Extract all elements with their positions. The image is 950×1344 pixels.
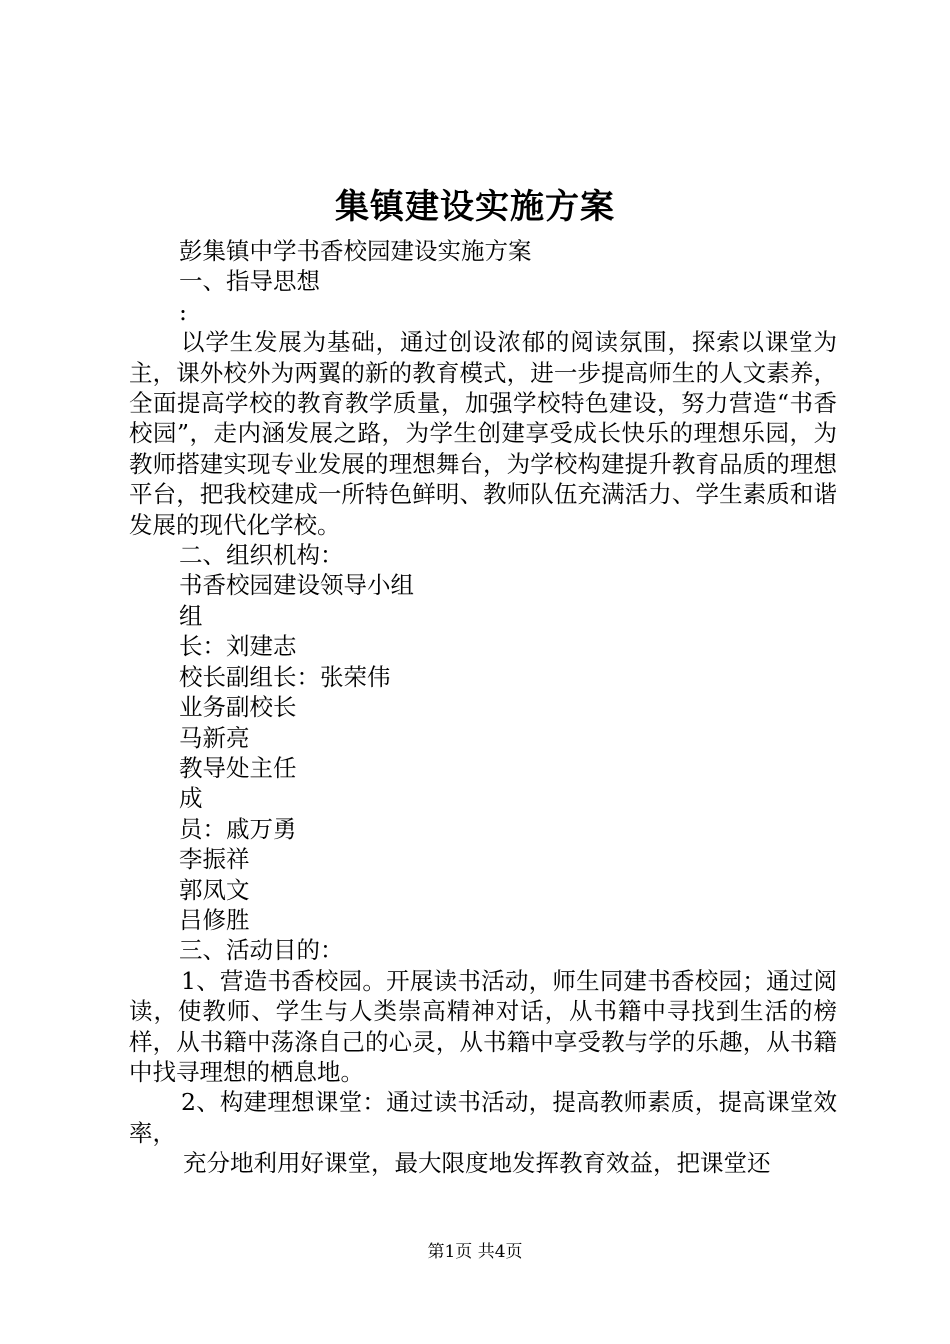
org-line: 郭凤文: [179, 875, 250, 904]
guiding-ideology-paragraph: 以学生发展为基础，通过创设浓郁的阅读氛围，探索以课堂为主，课外校外为两翼的新的教育模式，进一步提高师生的人文素养，全面提高学校的教育教学质量，加强学校特色建设，努力营造“书香校园”，走内涵发展之路，为学生创建享受成长快乐的理想乐园，为教师搭建实现专业发展的理想舞台，为学校构建提升教育品质的理想平台，把我校建成一所特色鲜明、教师队伍充满活力、学生素质和谐发展的现代化学校。: [129, 328, 837, 539]
document-title: 集镇建设实施方案: [335, 187, 615, 227]
section-heading-guiding-ideology: 一、指导思想: [179, 267, 320, 296]
org-line: 马新亮: [179, 723, 250, 752]
section-heading-organization: 二、组织机构：: [179, 541, 344, 570]
org-line: 业务副校长: [179, 693, 297, 722]
section-heading-activity-goals: 三、活动目的：: [179, 936, 344, 965]
activity-goal-item-1: 1、营造书香校园。开展读书活动，师生同建书香校园；通过阅读，使教师、学生与人类崇高精神对话，从书籍中寻找到生活的榜样，从书籍中荡涤自己的心灵，从书籍中享受教与学的乐趣，从书籍中找寻理想的栖息地。: [129, 966, 837, 1086]
org-line: 李振祥: [179, 845, 250, 874]
org-line: 组: [179, 601, 203, 630]
activity-goal-item-2-continued: 充分地利用好课堂，最大限度地发挥教育效益，把课堂还: [183, 1149, 771, 1178]
document-subtitle: 彭集镇中学书香校园建设实施方案: [179, 237, 532, 265]
document-body: [129, 236, 837, 1179]
org-line: 吕修胜: [179, 905, 250, 934]
org-line: 书香校园建设领导小组: [179, 571, 414, 600]
section-heading-colon: :: [179, 297, 187, 326]
org-line: 教导处主任: [179, 753, 297, 782]
org-line: 校长副组长：张荣伟: [179, 662, 391, 691]
org-line: 长：刘建志: [179, 632, 297, 661]
page-footer: 第1页 共4页: [427, 1242, 523, 1262]
org-line: 员：戚万勇: [179, 814, 297, 843]
activity-goal-item-2: 2、构建理想课堂：通过读书活动，提高教师素质，提高课堂效率，: [129, 1088, 837, 1147]
org-line: 成: [179, 784, 203, 813]
